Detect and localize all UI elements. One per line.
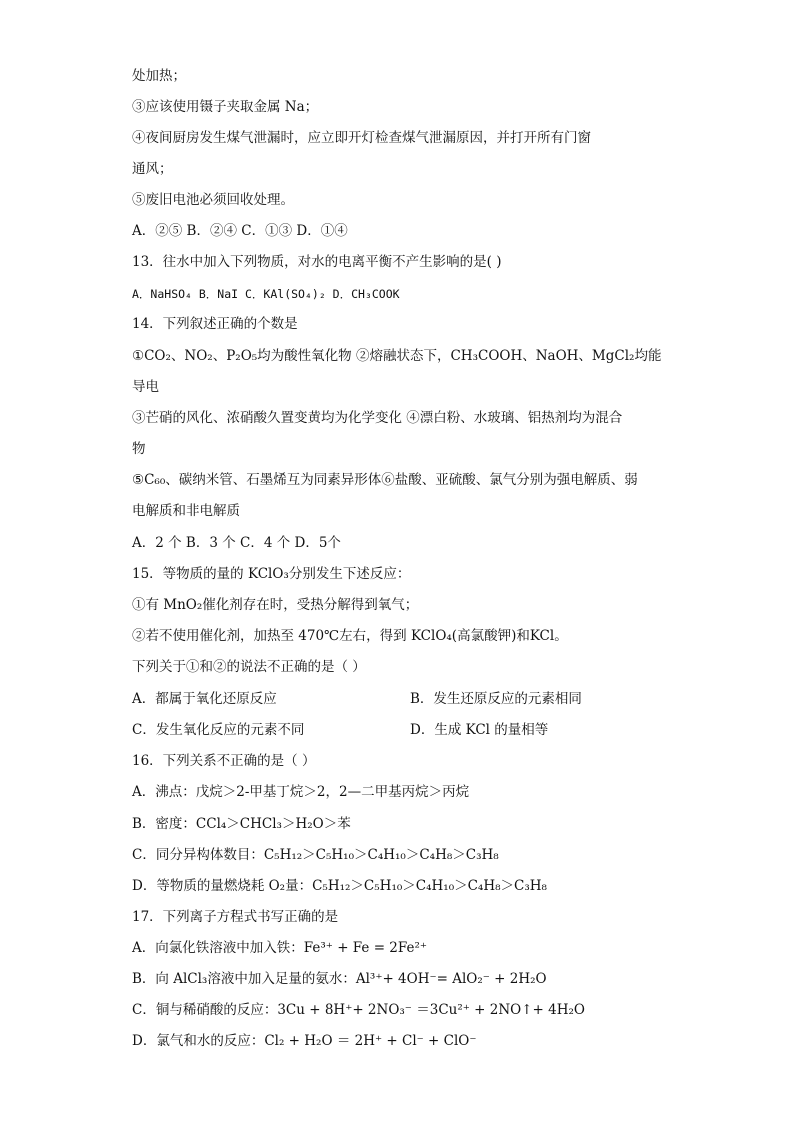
text-line: ③应该使用镊子夹取金属 Na； — [132, 99, 319, 115]
text-line: 物 — [132, 441, 146, 457]
text-line: B．向 AlCl₃溶液中加入足量的氨水：Al³⁺+ 4OH⁻= AlO₂⁻ + 2H₂O — [132, 971, 547, 987]
text-line: C．铜与稀硝酸的反应：3Cu + 8H⁺+ 2NO₃⁻ ＝3Cu²⁺ + 2NO↑+ 4H₂O — [132, 1002, 585, 1018]
text-line: ③芒硝的风化、浓硝酸久置变黄均为化学变化 ④漂白粉、水玻璃、铝热剂均为混合 — [132, 410, 623, 426]
text-line: A．沸点：戊烷＞2-甲基丁烷＞2，2—二甲基丙烷＞丙烷 — [132, 784, 470, 800]
question-14: 14．下列叙述正确的个数是 — [132, 316, 298, 332]
option-d: D．生成 KCl 的量相等 — [410, 722, 549, 738]
text-line: ④夜间厨房发生煤气泄漏时，应立即开灯检查煤气泄漏原因，并打开所有门窗 — [132, 130, 591, 146]
text-line: ①有 MnO₂催化剂存在时，受热分解得到氧气； — [132, 597, 419, 613]
text-line: D．等物质的量燃烧耗 O₂量：C₅H₁₂＞C₅H₁₀＞C₄H₁₀＞C₄H₈＞C₃H₈ — [132, 878, 547, 894]
text-line: 下列关于①和②的说法不正确的是（ ） — [132, 659, 366, 675]
question-15: 15．等物质的量的 KClO₃分别发生下述反应： — [132, 566, 411, 582]
text-line: 通风； — [132, 161, 173, 177]
text-line: ①CO₂、NO₂、P₂O₅均为酸性氧化物 ②熔融状态下，CH₃COOH、NaOH、MgCl₂均能 — [132, 348, 662, 364]
option-a: A．都属于氧化还原反应 — [132, 691, 277, 707]
question-16: 16．下列关系不正确的是（ ） — [132, 753, 316, 769]
text-line: 处加热； — [132, 68, 186, 84]
text-line: ⑤C₆₀、碳纳米管、石墨烯互为同素异形体⑥盐酸、亚硫酸、氯气分别为强电解质、弱 — [132, 472, 638, 488]
option-c: C．发生氧化反应的元素不同 — [132, 722, 305, 738]
text-line: 电解质和非电解质 — [132, 503, 240, 519]
answer-options: A．2 个 B．3 个 C．4 个 D．5个 — [132, 535, 341, 551]
text-line: ⑤废旧电池必须回收处理。 — [132, 192, 294, 208]
text-line: C．同分异构体数目：C₅H₁₂＞C₅H₁₀＞C₄H₁₀＞C₄H₈＞C₃H₈ — [132, 847, 499, 863]
option-b: B．发生还原反应的元素相同 — [410, 691, 582, 707]
text-line: D．氯气和水的反应：Cl₂ + H₂O ＝ 2H⁺ + Cl⁻ + ClO⁻ — [132, 1033, 477, 1049]
text-line: A．向氯化铁溶液中加入铁：Fe³⁺ + Fe = 2Fe²⁺ — [132, 940, 428, 956]
answer-options: A．②⑤ B．②④ C．①③ D．①④ — [132, 223, 348, 239]
text-line: ②若不使用催化剂，加热至 470℃左右，得到 KClO₄(高氯酸钾)和KCl。 — [132, 628, 568, 644]
question-17: 17．下列离子方程式书写正确的是 — [132, 909, 339, 925]
text-line: 导电 — [132, 379, 159, 395]
text-line: B．密度：CCl₄＞CHCl₃＞H₂O＞苯 — [132, 816, 351, 832]
answer-options: A．NaHSO₄ B．NaI C．KAl(SO₄)₂ D．CH₃COOK — [132, 287, 400, 301]
question-13: 13．往水中加入下列物质，对水的电离平衡不产生影响的是( ) — [132, 254, 502, 270]
